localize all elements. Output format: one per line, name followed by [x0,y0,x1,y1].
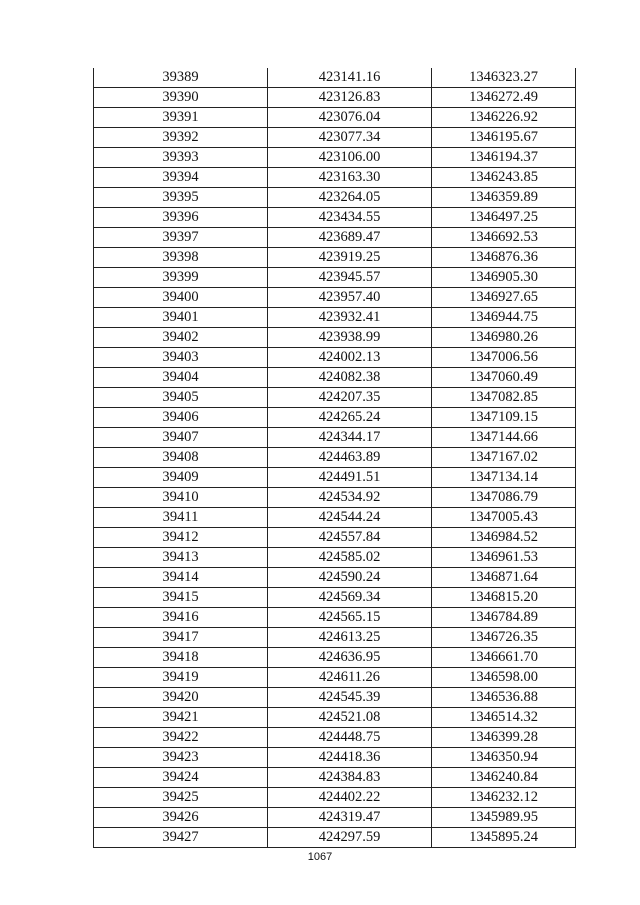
x-coordinate-cell: 424402.22 [268,788,432,808]
y-coordinate-cell: 1346272.49 [432,88,576,108]
y-coordinate-cell: 1347006.56 [432,348,576,368]
table-row [94,508,576,528]
point-id-cell: 39418 [94,648,268,668]
table-row [94,348,576,368]
point-id-cell: 39402 [94,328,268,348]
point-id-cell: 39414 [94,568,268,588]
y-coordinate-cell: 1345989.95 [432,808,576,828]
table-row [94,628,576,648]
y-coordinate-cell: 1347144.66 [432,428,576,448]
table-row [94,188,576,208]
y-coordinate-cell: 1346598.00 [432,668,576,688]
x-coordinate-cell: 424384.83 [268,768,432,788]
table-row [94,468,576,488]
point-id-cell: 39409 [94,468,268,488]
point-id-cell: 39426 [94,808,268,828]
x-coordinate-cell: 423434.55 [268,208,432,228]
point-id-cell: 39401 [94,308,268,328]
x-coordinate-cell: 424463.89 [268,448,432,468]
y-coordinate-cell: 1346350.94 [432,748,576,768]
table-row [94,368,576,388]
point-id-cell: 39397 [94,228,268,248]
point-id-cell: 39425 [94,788,268,808]
x-coordinate-cell: 424491.51 [268,468,432,488]
y-coordinate-cell: 1346514.32 [432,708,576,728]
y-coordinate-cell: 1346323.27 [432,68,576,88]
point-id-cell: 39394 [94,168,268,188]
point-id-cell: 39416 [94,608,268,628]
y-coordinate-cell: 1347060.49 [432,368,576,388]
table-row [94,408,576,428]
y-coordinate-cell: 1346226.92 [432,108,576,128]
y-coordinate-cell: 1346240.84 [432,768,576,788]
x-coordinate-cell: 424448.75 [268,728,432,748]
x-coordinate-cell: 424611.26 [268,668,432,688]
point-id-cell: 39398 [94,248,268,268]
table-row [94,828,576,848]
x-coordinate-cell: 423077.34 [268,128,432,148]
y-coordinate-cell: 1347082.85 [432,388,576,408]
x-coordinate-cell: 424297.59 [268,828,432,848]
table-row [94,688,576,708]
x-coordinate-cell: 423126.83 [268,88,432,108]
table-row [94,108,576,128]
x-coordinate-cell: 424636.95 [268,648,432,668]
y-coordinate-cell: 1347109.15 [432,408,576,428]
table-row [94,288,576,308]
x-coordinate-cell: 423163.30 [268,168,432,188]
table-row [94,428,576,448]
point-id-cell: 39406 [94,408,268,428]
y-coordinate-cell: 1346784.89 [432,608,576,628]
point-id-cell: 39395 [94,188,268,208]
point-id-cell: 39415 [94,588,268,608]
x-coordinate-cell: 424207.35 [268,388,432,408]
table-row [94,248,576,268]
point-id-cell: 39417 [94,628,268,648]
y-coordinate-cell: 1346536.88 [432,688,576,708]
page-number: 1067 [307,851,333,863]
y-coordinate-cell: 1346661.70 [432,648,576,668]
x-coordinate-cell: 424521.08 [268,708,432,728]
point-id-cell: 39411 [94,508,268,528]
y-coordinate-cell: 1347134.14 [432,468,576,488]
table-row [94,728,576,748]
x-coordinate-cell: 424265.24 [268,408,432,428]
x-coordinate-cell: 424585.02 [268,548,432,568]
point-id-cell: 39400 [94,288,268,308]
point-id-cell: 39421 [94,708,268,728]
y-coordinate-cell: 1346232.12 [432,788,576,808]
y-coordinate-cell: 1346905.30 [432,268,576,288]
point-id-cell: 39420 [94,688,268,708]
x-coordinate-cell: 424002.13 [268,348,432,368]
x-coordinate-cell: 423264.05 [268,188,432,208]
x-coordinate-cell: 424565.15 [268,608,432,628]
point-id-cell: 39410 [94,488,268,508]
y-coordinate-cell: 1346980.26 [432,328,576,348]
x-coordinate-cell: 424545.39 [268,688,432,708]
table-row [94,528,576,548]
y-coordinate-cell: 1346944.75 [432,308,576,328]
point-id-cell: 39413 [94,548,268,568]
point-id-cell: 39390 [94,88,268,108]
y-coordinate-cell: 1347086.79 [432,488,576,508]
point-id-cell: 39399 [94,268,268,288]
y-coordinate-cell: 1347005.43 [432,508,576,528]
x-coordinate-cell: 424082.38 [268,368,432,388]
point-id-cell: 39419 [94,668,268,688]
y-coordinate-cell: 1346195.67 [432,128,576,148]
point-id-cell: 39396 [94,208,268,228]
table-row [94,328,576,348]
table-row [94,388,576,408]
x-coordinate-cell: 424590.24 [268,568,432,588]
table-row [94,668,576,688]
table-row [94,148,576,168]
x-coordinate-cell: 424557.84 [268,528,432,548]
table-row [94,608,576,628]
table-row [94,648,576,668]
table-row [94,168,576,188]
x-coordinate-cell: 423938.99 [268,328,432,348]
x-coordinate-cell: 423932.41 [268,308,432,328]
table-row [94,308,576,328]
x-coordinate-cell: 424613.25 [268,628,432,648]
point-id-cell: 39405 [94,388,268,408]
x-coordinate-cell: 423076.04 [268,108,432,128]
y-coordinate-cell: 1347167.02 [432,448,576,468]
point-id-cell: 39392 [94,128,268,148]
y-coordinate-cell: 1346815.20 [432,588,576,608]
point-id-cell: 39408 [94,448,268,468]
y-coordinate-cell: 1346399.28 [432,728,576,748]
point-id-cell: 39403 [94,348,268,368]
table-row [94,448,576,468]
y-coordinate-cell: 1346359.89 [432,188,576,208]
table-row [94,228,576,248]
point-id-cell: 39404 [94,368,268,388]
coordinates-table [93,68,576,848]
table-row [94,788,576,808]
table-row [94,708,576,728]
point-id-cell: 39423 [94,748,268,768]
table-row [94,548,576,568]
y-coordinate-cell: 1346876.36 [432,248,576,268]
x-coordinate-cell: 423689.47 [268,228,432,248]
table-row [94,88,576,108]
point-id-cell: 39412 [94,528,268,548]
table-row [94,68,576,88]
point-id-cell: 39424 [94,768,268,788]
x-coordinate-cell: 424344.17 [268,428,432,448]
x-coordinate-cell: 423141.16 [268,68,432,88]
x-coordinate-cell: 424569.34 [268,588,432,608]
point-id-cell: 39389 [94,68,268,88]
x-coordinate-cell: 423945.57 [268,268,432,288]
table-row [94,268,576,288]
y-coordinate-cell: 1345895.24 [432,828,576,848]
point-id-cell: 39427 [94,828,268,848]
x-coordinate-cell: 424534.92 [268,488,432,508]
y-coordinate-cell: 1346871.64 [432,568,576,588]
x-coordinate-cell: 424418.36 [268,748,432,768]
y-coordinate-cell: 1346243.85 [432,168,576,188]
x-coordinate-cell: 423106.00 [268,148,432,168]
x-coordinate-cell: 423919.25 [268,248,432,268]
table-row [94,128,576,148]
table-row [94,488,576,508]
y-coordinate-cell: 1346726.35 [432,628,576,648]
y-coordinate-cell: 1346984.52 [432,528,576,548]
table-row [94,568,576,588]
y-coordinate-cell: 1346961.53 [432,548,576,568]
table-row [94,768,576,788]
x-coordinate-cell: 423957.40 [268,288,432,308]
coordinates-table-body [94,68,576,848]
y-coordinate-cell: 1346497.25 [432,208,576,228]
x-coordinate-cell: 424544.24 [268,508,432,528]
point-id-cell: 39391 [94,108,268,128]
point-id-cell: 39407 [94,428,268,448]
table-row [94,748,576,768]
y-coordinate-cell: 1346692.53 [432,228,576,248]
table-row [94,588,576,608]
table-row [94,208,576,228]
y-coordinate-cell: 1346194.37 [432,148,576,168]
point-id-cell: 39393 [94,148,268,168]
point-id-cell: 39422 [94,728,268,748]
table-row [94,808,576,828]
y-coordinate-cell: 1346927.65 [432,288,576,308]
x-coordinate-cell: 424319.47 [268,808,432,828]
